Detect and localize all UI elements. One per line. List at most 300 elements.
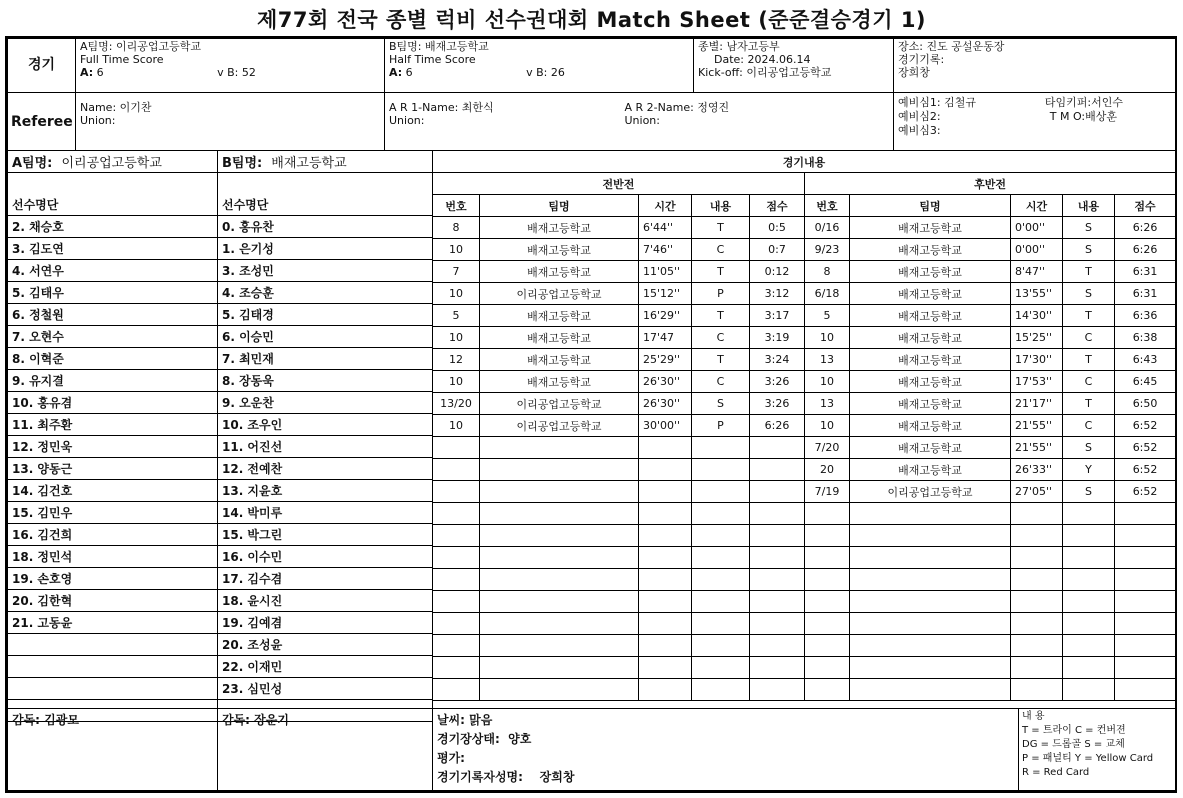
team-b-header: B팀명: 배재고등학교 <box>218 151 433 173</box>
roster-row <box>8 458 433 480</box>
first-half-cell <box>433 547 480 569</box>
first-half-cell: 10 <box>433 327 480 349</box>
referee-cell <box>76 93 385 151</box>
second-half-cell: 7/20 <box>805 437 850 459</box>
first-half-cell: 배재고등학교 <box>480 371 639 393</box>
first-half-cell: 배재고등학교 <box>480 349 639 371</box>
first-half-cell <box>692 657 750 679</box>
roster-b-label: 선수명단 <box>218 194 433 216</box>
second-half-cell: 17'53'' <box>1011 371 1063 393</box>
first-half-cell: 30'00'' <box>639 415 692 437</box>
first-half-cell: 이리공업고등학교 <box>480 415 639 437</box>
first-half-cell <box>750 503 805 525</box>
roster-row <box>8 612 433 634</box>
second-half-cell <box>850 635 1011 657</box>
second-half-cell: 10 <box>805 371 850 393</box>
second-half-cell <box>805 503 850 525</box>
column-header: 번호 <box>433 195 480 217</box>
first-half-cell <box>639 613 692 635</box>
kickoff: Kick-off: 이리공업고등학교 <box>698 66 832 79</box>
first-half-cell: C <box>692 371 750 393</box>
first-half-cell <box>433 569 480 591</box>
team-b-player: 0. 홍유찬 <box>218 216 433 238</box>
half-time-b-score: 26 <box>550 66 565 79</box>
page-title: 제77회 전국 종별 럭비 선수권대회 Match Sheet (준준결승경기 1) <box>256 8 927 32</box>
ar2-name: A R 2-Name: 정영진 <box>624 101 730 114</box>
score-row <box>433 481 1176 503</box>
score-rows <box>433 217 1176 701</box>
footer-table <box>7 708 1176 791</box>
first-half-cell <box>433 437 480 459</box>
second-half-cell: 0'00'' <box>1011 217 1063 239</box>
second-half-cell: 6:52 <box>1115 415 1176 437</box>
roster-row <box>8 216 433 238</box>
first-half-cell <box>750 591 805 613</box>
second-half-cell <box>850 679 1011 701</box>
second-half-cell <box>850 503 1011 525</box>
second-half-cell <box>1115 613 1176 635</box>
second-half-cell: 27'05'' <box>1011 481 1063 503</box>
roster-table <box>7 150 433 722</box>
first-half-cell: 배재고등학교 <box>480 261 639 283</box>
team-a-player: 2. 채승호 <box>8 216 218 238</box>
second-half-cell: S <box>1063 217 1115 239</box>
team-a-player: 12. 정민욱 <box>8 436 218 458</box>
roster-row <box>8 524 433 546</box>
column-header-row <box>433 195 1176 217</box>
second-half-cell: T <box>1063 305 1115 327</box>
roster-row <box>8 656 433 678</box>
second-half-cell <box>850 613 1011 635</box>
first-half-cell <box>692 459 750 481</box>
second-half-cell: C <box>1063 415 1115 437</box>
second-half-cell: T <box>1063 349 1115 371</box>
roster-row <box>8 282 433 304</box>
second-half-cell: C <box>1063 371 1115 393</box>
roster-row <box>8 238 433 260</box>
second-half-cell: 배재고등학교 <box>850 371 1011 393</box>
first-half-cell: 3:19 <box>750 327 805 349</box>
team-b-player: 3. 조성민 <box>218 260 433 282</box>
first-half-cell <box>750 525 805 547</box>
writer-name: 장희창 <box>539 770 575 784</box>
referee-union: Union: <box>80 114 116 127</box>
first-half-cell <box>433 481 480 503</box>
score-row <box>433 327 1176 349</box>
first-half-cell <box>750 481 805 503</box>
first-half-cell <box>480 613 639 635</box>
coach-a: 감독: 김광모 <box>8 709 218 791</box>
field-condition: 양호 <box>508 732 532 746</box>
first-half-cell <box>750 459 805 481</box>
first-half-cell: 11'05'' <box>639 261 692 283</box>
category-cell: 종별: 남자고등부 Date: 2024.06.14 Kick-off: 이리공업고등학교 <box>694 39 894 93</box>
footer-section <box>7 708 1175 791</box>
roster-row <box>8 568 433 590</box>
first-half-cell: T <box>692 217 750 239</box>
second-half-cell: 13'55'' <box>1011 283 1063 305</box>
team-a-player: 6. 정철원 <box>8 304 218 326</box>
second-half-label: 후반전 <box>805 173 1176 195</box>
second-half-cell: 6:38 <box>1115 327 1176 349</box>
first-half-cell <box>480 437 639 459</box>
second-half-cell: 13 <box>805 393 850 415</box>
second-half-cell: C <box>1063 327 1115 349</box>
recorder-label: 경기기록: <box>898 53 945 66</box>
reserve-cell <box>894 93 1176 151</box>
team-a-player: 7. 오현수 <box>8 326 218 348</box>
second-half-cell: 배재고등학교 <box>850 393 1011 415</box>
team-b-player: 1. 은기성 <box>218 238 433 260</box>
score-row <box>433 349 1176 371</box>
first-half-cell <box>639 503 692 525</box>
second-half-cell: 6:45 <box>1115 371 1176 393</box>
second-half-cell: 배재고등학교 <box>850 305 1011 327</box>
second-half-cell <box>805 613 850 635</box>
first-half-cell <box>433 613 480 635</box>
second-half-cell: 13 <box>805 349 850 371</box>
second-half-cell <box>1011 547 1063 569</box>
roster-row <box>8 634 433 656</box>
legend-line-4: R = Red Card <box>1022 767 1090 778</box>
first-half-cell <box>480 657 639 679</box>
venue-cell: 장소: 진도 공설운동장 경기기록: 장희창 <box>894 39 1176 93</box>
referee-name: Name: 이기찬 <box>80 101 152 114</box>
first-half-cell <box>433 503 480 525</box>
team-a-player: 4. 서연우 <box>8 260 218 282</box>
ar2-union: Union: <box>624 114 660 127</box>
first-half-cell: 0:12 <box>750 261 805 283</box>
team-b-player: 9. 오운찬 <box>218 392 433 414</box>
team-a-header: A팀명: 이리공업고등학교 <box>8 151 218 173</box>
second-half-cell: 배재고등학교 <box>850 459 1011 481</box>
category: 남자고등부 <box>726 40 780 53</box>
score-row <box>433 525 1176 547</box>
second-half-cell: 21'17'' <box>1011 393 1063 415</box>
column-header: 점수 <box>750 195 805 217</box>
legend-line-1: T = 트라이 C = 컨버젼 <box>1022 725 1126 736</box>
second-half-cell: T <box>1063 393 1115 415</box>
legend-line-2: DG = 드롭골 S = 교체 <box>1022 739 1125 750</box>
first-half-cell <box>750 547 805 569</box>
first-half-cell <box>639 657 692 679</box>
roster-row <box>8 348 433 370</box>
second-half-cell: 배재고등학교 <box>850 239 1011 261</box>
team-b-player: 6. 이승민 <box>218 326 433 348</box>
score-row <box>433 261 1176 283</box>
team-a-player: 18. 정민석 <box>8 546 218 568</box>
team-b-player: 18. 윤시진 <box>218 590 433 612</box>
first-half-cell: 3:17 <box>750 305 805 327</box>
second-half-cell <box>1115 635 1176 657</box>
team-a-player: 19. 손호영 <box>8 568 218 590</box>
first-half-cell <box>692 437 750 459</box>
second-half-cell: 10 <box>805 415 850 437</box>
score-row <box>433 613 1176 635</box>
team-a-player: 10. 홍유겸 <box>8 392 218 414</box>
second-half-cell <box>805 569 850 591</box>
first-half-cell <box>433 679 480 701</box>
first-half-cell: 3:26 <box>750 371 805 393</box>
roster-row <box>8 304 433 326</box>
first-half-cell: 17'47 <box>639 327 692 349</box>
score-row <box>433 239 1176 261</box>
first-half-cell <box>480 459 639 481</box>
referee-section <box>7 92 1175 150</box>
second-half-cell: T <box>1063 261 1115 283</box>
second-half-cell: 6:52 <box>1115 481 1176 503</box>
second-half-cell: 이리공업고등학교 <box>850 481 1011 503</box>
second-half-cell: 0/16 <box>805 217 850 239</box>
ar2-cell <box>621 93 894 151</box>
first-half-cell <box>750 613 805 635</box>
team-a-player: 3. 김도연 <box>8 238 218 260</box>
score-row <box>433 415 1176 437</box>
team-a-player: 9. 유지결 <box>8 370 218 392</box>
first-half-cell: 0:7 <box>750 239 805 261</box>
first-half-cell: 12 <box>433 349 480 371</box>
second-half-cell: 21'55'' <box>1011 437 1063 459</box>
second-half-cell <box>805 657 850 679</box>
first-half-cell <box>480 569 639 591</box>
second-half-cell: 6:52 <box>1115 459 1176 481</box>
second-half-cell <box>850 657 1011 679</box>
score-row <box>433 459 1176 481</box>
first-half-label: 전반전 <box>433 173 805 195</box>
first-half-cell <box>639 569 692 591</box>
ar1-union: Union: <box>389 114 425 127</box>
second-half-cell <box>805 547 850 569</box>
second-half-cell <box>850 569 1011 591</box>
score-log-table <box>432 150 1176 701</box>
score-row <box>433 217 1176 239</box>
team-a-name: 이리공업고등학교 <box>115 40 201 53</box>
first-half-cell <box>639 635 692 657</box>
column-header: 팀명 <box>850 195 1011 217</box>
first-half-cell: 10 <box>433 371 480 393</box>
team-b-player: 5. 김태경 <box>218 304 433 326</box>
first-half-cell <box>480 635 639 657</box>
team-a-player: 5. 김태우 <box>8 282 218 304</box>
second-half-cell <box>1011 679 1063 701</box>
second-half-cell <box>1115 569 1176 591</box>
first-half-cell: 10 <box>433 415 480 437</box>
first-half-cell: 7 <box>433 261 480 283</box>
team-a-player <box>8 656 218 678</box>
first-half-cell: 26'30'' <box>639 371 692 393</box>
reserve-referee-2: 예비심2: <box>898 110 941 123</box>
second-half-cell <box>1011 569 1063 591</box>
weather: 날씨: 맑음 <box>437 713 493 727</box>
first-half-cell <box>692 525 750 547</box>
column-header: 내용 <box>692 195 750 217</box>
second-half-cell: S <box>1063 481 1115 503</box>
first-half-cell: P <box>692 283 750 305</box>
column-header: 점수 <box>1115 195 1176 217</box>
evaluation: 평가: <box>437 751 465 765</box>
score-row <box>433 569 1176 591</box>
score-row <box>433 547 1176 569</box>
second-half-cell: Y <box>1063 459 1115 481</box>
score-row <box>433 503 1176 525</box>
first-half-cell: 이리공업고등학교 <box>480 393 639 415</box>
column-header: 팀명 <box>480 195 639 217</box>
team-a-player <box>8 634 218 656</box>
venue: 진도 공설운동장 <box>926 40 1005 53</box>
first-half-cell <box>433 459 480 481</box>
first-half-cell: T <box>692 261 750 283</box>
team-a-player: 14. 김건호 <box>8 480 218 502</box>
referee-table <box>7 92 1176 151</box>
second-half-cell: 26'33'' <box>1011 459 1063 481</box>
team-b-player: 4. 조승훈 <box>218 282 433 304</box>
second-half-cell: 배재고등학교 <box>850 217 1011 239</box>
team-b-player: 7. 최민재 <box>218 348 433 370</box>
second-half-cell: 6:52 <box>1115 437 1176 459</box>
second-half-cell: 14'30'' <box>1011 305 1063 327</box>
second-half-cell: S <box>1063 239 1115 261</box>
second-half-cell: 0'00'' <box>1011 239 1063 261</box>
team-b-player: 20. 조성윤 <box>218 634 433 656</box>
first-half-cell <box>433 657 480 679</box>
team-b-player: 12. 전예찬 <box>218 458 433 480</box>
second-half-cell <box>1115 547 1176 569</box>
roster-row <box>8 502 433 524</box>
first-half-cell: S <box>692 393 750 415</box>
second-half-cell: 10 <box>805 327 850 349</box>
first-half-cell <box>480 591 639 613</box>
first-half-cell <box>433 525 480 547</box>
first-half-cell: 이리공업고등학교 <box>480 283 639 305</box>
first-half-cell <box>692 613 750 635</box>
ar1-name: A R 1-Name: 최한식 <box>389 101 494 114</box>
first-half-cell <box>480 547 639 569</box>
timekeeper: 타임키퍼:서인수 <box>1044 96 1123 109</box>
first-half-cell <box>639 437 692 459</box>
half-time-a-score: 6 <box>405 66 413 79</box>
first-half-cell: 25'29'' <box>639 349 692 371</box>
second-half-cell <box>805 525 850 547</box>
team-a-player: 13. 양동근 <box>8 458 218 480</box>
score-row <box>433 679 1176 701</box>
second-half-cell: 15'25'' <box>1011 327 1063 349</box>
first-half-cell: 16'29'' <box>639 305 692 327</box>
team-b-name: 배재고등학교 <box>425 40 489 53</box>
second-half-cell <box>1063 525 1115 547</box>
first-half-cell: 15'12'' <box>639 283 692 305</box>
first-half-cell: 배재고등학교 <box>480 327 639 349</box>
second-half-cell <box>1063 591 1115 613</box>
first-half-cell <box>692 503 750 525</box>
first-half-cell <box>639 481 692 503</box>
first-half-cell <box>692 591 750 613</box>
first-half-cell <box>433 635 480 657</box>
team-b-player: 8. 장동욱 <box>218 370 433 392</box>
second-half-cell <box>850 591 1011 613</box>
half-time-label: Half Time Score <box>389 53 476 66</box>
score-row <box>433 635 1176 657</box>
first-half-cell: 13/20 <box>433 393 480 415</box>
match-content-label: 경기내용 <box>433 151 1176 173</box>
first-half-cell <box>750 657 805 679</box>
second-half-cell: 9/23 <box>805 239 850 261</box>
first-half-cell <box>692 679 750 701</box>
score-row <box>433 371 1176 393</box>
second-half-cell: 6/18 <box>805 283 850 305</box>
full-time-b-score: 52 <box>241 66 256 79</box>
first-half-cell <box>639 547 692 569</box>
second-half-cell <box>850 547 1011 569</box>
first-half-cell: 26'30'' <box>639 393 692 415</box>
first-half-cell: 10 <box>433 239 480 261</box>
second-half-cell: 5 <box>805 305 850 327</box>
first-half-cell <box>750 569 805 591</box>
info-table <box>7 38 1176 93</box>
roster-row <box>8 678 433 700</box>
roster-row <box>8 546 433 568</box>
team-a-player <box>8 678 218 700</box>
first-half-cell: 배재고등학교 <box>480 239 639 261</box>
team-a-player: 11. 최주환 <box>8 414 218 436</box>
first-half-cell: C <box>692 327 750 349</box>
roster-section <box>7 150 432 722</box>
first-half-cell <box>480 503 639 525</box>
first-half-cell <box>750 635 805 657</box>
first-half-cell <box>692 569 750 591</box>
first-half-cell: 6:26 <box>750 415 805 437</box>
roster-row <box>8 370 433 392</box>
second-half-cell <box>1011 591 1063 613</box>
legend-title: 내 용 <box>1022 711 1045 722</box>
second-half-cell <box>805 635 850 657</box>
second-half-cell <box>1011 503 1063 525</box>
team-a-player: 20. 김한혁 <box>8 590 218 612</box>
first-half-cell <box>480 525 639 547</box>
reserve-referee-3: 예비심3: <box>898 124 941 137</box>
team-a-player: 16. 김건희 <box>8 524 218 546</box>
team-b-player: 16. 이수민 <box>218 546 433 568</box>
coach-b: 감독: 장운기 <box>218 709 433 791</box>
first-half-cell <box>639 591 692 613</box>
second-half-cell: 21'55'' <box>1011 415 1063 437</box>
match-date: Date: 2024.06.14 <box>714 53 811 66</box>
second-half-cell <box>1063 569 1115 591</box>
second-half-cell <box>1063 635 1115 657</box>
first-half-cell: 8 <box>433 217 480 239</box>
first-half-cell: P <box>692 415 750 437</box>
roster-rows <box>8 216 433 700</box>
second-half-cell: 배재고등학교 <box>850 415 1011 437</box>
roster-row <box>8 260 433 282</box>
second-half-cell: 7/19 <box>805 481 850 503</box>
column-header: 번호 <box>805 195 850 217</box>
second-half-cell: S <box>1063 283 1115 305</box>
roster-row <box>8 436 433 458</box>
second-half-cell: S <box>1063 437 1115 459</box>
first-half-cell: T <box>692 305 750 327</box>
team-b-player: 19. 김예겸 <box>218 612 433 634</box>
first-half-cell: 6'44'' <box>639 217 692 239</box>
column-header: 시간 <box>639 195 692 217</box>
score-row <box>433 393 1176 415</box>
second-half-cell: 20 <box>805 459 850 481</box>
second-half-cell <box>1063 679 1115 701</box>
score-row <box>433 283 1176 305</box>
second-half-cell <box>1063 613 1115 635</box>
score-row <box>433 657 1176 679</box>
conditions-cell: 날씨: 맑음 경기장상태: 양호 평가: 경기기록자성명: 장희창 <box>433 709 1019 791</box>
second-half-cell: 8'47'' <box>1011 261 1063 283</box>
